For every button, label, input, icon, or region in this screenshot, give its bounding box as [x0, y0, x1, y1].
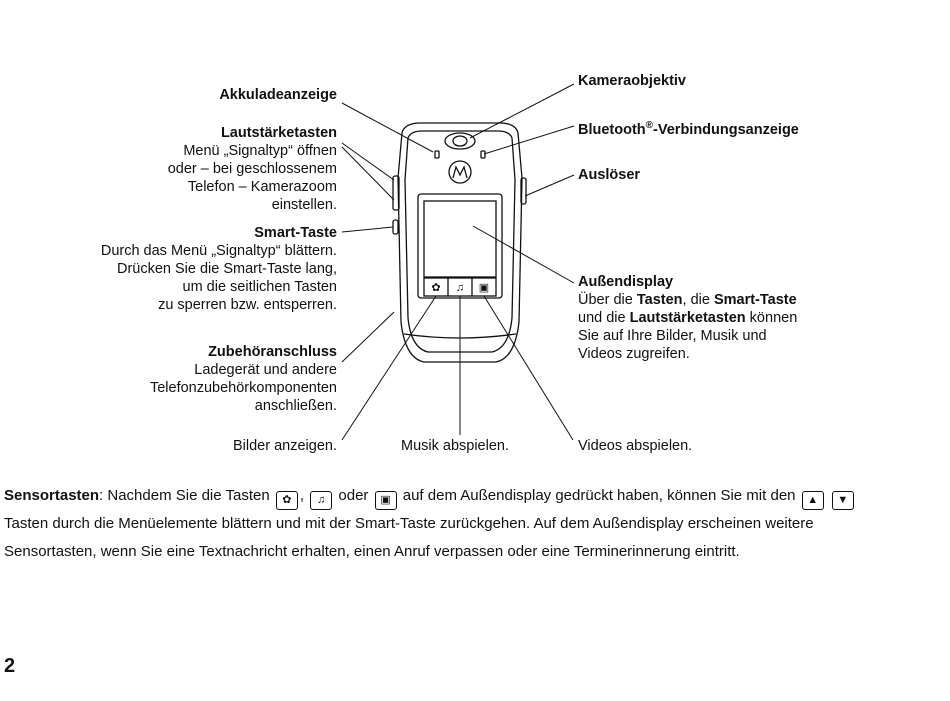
label-smart-taste-title: Smart-Taste: [254, 225, 337, 241]
label-zubehoeranschluss: [150, 343, 337, 415]
label-lautstaerketasten-line: Telefon – Kamerazoom: [187, 179, 337, 195]
label-aussendisplay-line: und die Lautstärketasten können: [578, 310, 798, 326]
pictures-key-inline-icon: ✿: [276, 491, 298, 510]
label-kameraobjektiv: Kameraobjektiv: [578, 73, 686, 89]
leader-aussendisplay: [473, 226, 574, 283]
label-smart-taste: [101, 224, 337, 314]
leader-connector: [342, 312, 394, 362]
label-bluetooth-text: Bluetooth: [578, 121, 646, 138]
battery-indicator: [435, 151, 439, 158]
label-lautstaerketasten-title: Lautstärketasten: [220, 125, 337, 141]
bluetooth-indicator: [481, 151, 485, 158]
label-zubehoeranschluss-line: Ladegerät und andere: [194, 362, 337, 378]
leader-smart: [342, 227, 393, 232]
label-lautstaerketasten-line: oder – bei geschlossenem: [167, 161, 337, 177]
leader-ausloeser: [525, 175, 574, 196]
page-number: 2: [4, 655, 16, 677]
label-smart-taste-line: Durch das Menü „Signaltyp“ blättern.: [100, 243, 337, 259]
label-aussendisplay-line: Über die Tasten, die Smart-Taste: [578, 292, 797, 308]
label-videos-abspielen: Videos abspielen.: [578, 438, 693, 454]
music-key-icon: ♫: [455, 282, 465, 294]
music-key-inline-icon: ♫: [310, 491, 332, 510]
label-aussendisplay-line: Sie auf Ihre Bilder, Musik und: [578, 328, 767, 344]
up-key-inline-icon: ▲: [802, 491, 824, 510]
leader-bilder: [342, 296, 436, 440]
leader-volume-2: [342, 147, 394, 200]
sensor-keys-paragraph: [4, 482, 934, 566]
paragraph-line-2: Tasten durch die Menüelemente blättern und mit der Smart-Taste zurückgehen. Auf dem Außendisplay erscheinen weitere: [4, 515, 814, 532]
leader-akku: [342, 103, 433, 152]
label-bluetooth-text-post: -Verbindungsanzeige: [653, 121, 799, 138]
registered-mark: ®: [645, 120, 654, 131]
label-ausloeser: Auslöser: [578, 167, 641, 183]
pictures-key-icon: ✿: [431, 282, 441, 294]
paragraph-line-3: Sensortasten, wenn Sie eine Textnachricht erhalten, einen Anruf verpassen oder eine Terminerinnerung eintritt.: [4, 543, 740, 560]
label-aussendisplay-line: Videos zugreifen.: [578, 346, 690, 362]
down-key-inline-icon: ▼: [832, 491, 854, 510]
video-key-icon: ▣: [478, 282, 490, 294]
label-zubehoeranschluss-line: anschließen.: [254, 398, 337, 414]
label-zubehoeranschluss-title: Zubehöranschluss: [208, 344, 337, 360]
label-aussendisplay-title: Außendisplay: [578, 274, 674, 290]
leader-volume-1: [342, 143, 394, 180]
motorola-logo: [449, 161, 471, 183]
leader-videos: [484, 296, 573, 440]
label-lautstaerketasten: [168, 124, 337, 214]
leader-kamera: [470, 84, 574, 138]
external-display: [424, 201, 496, 277]
label-bluetooth: [578, 117, 799, 139]
label-aussendisplay: [578, 273, 797, 363]
label-smart-taste-line: Drücken Sie die Smart-Taste lang,: [116, 261, 337, 277]
paragraph-line-1: Sensortasten: Nachdem Sie die Tasten ✿ , ♫ oder ▣ auf dem Außendisplay gedrückt haben, können Sie mit den ▲ ▼: [4, 482, 934, 510]
label-zubehoeranschluss-line: Telefonzubehörkomponenten: [149, 380, 337, 396]
label-smart-taste-line: zu sperren bzw. entsperren.: [158, 297, 337, 313]
label-lautstaerketasten-line: einstellen.: [271, 197, 337, 213]
label-bilder-anzeigen: Bilder anzeigen.: [233, 438, 337, 454]
label-lautstaerketasten-line: Menü „Signaltyp“ öffnen: [183, 143, 337, 159]
label-akkuladeanzeige: Akkuladeanzeige: [219, 87, 337, 103]
label-smart-taste-line: um die seitlichen Tasten: [182, 279, 337, 295]
label-musik-abspielen: Musik abspielen.: [401, 438, 509, 454]
smart-key-side: [393, 220, 398, 234]
video-key-inline-icon: ▣: [375, 491, 397, 510]
leader-bluetooth: [484, 126, 574, 154]
